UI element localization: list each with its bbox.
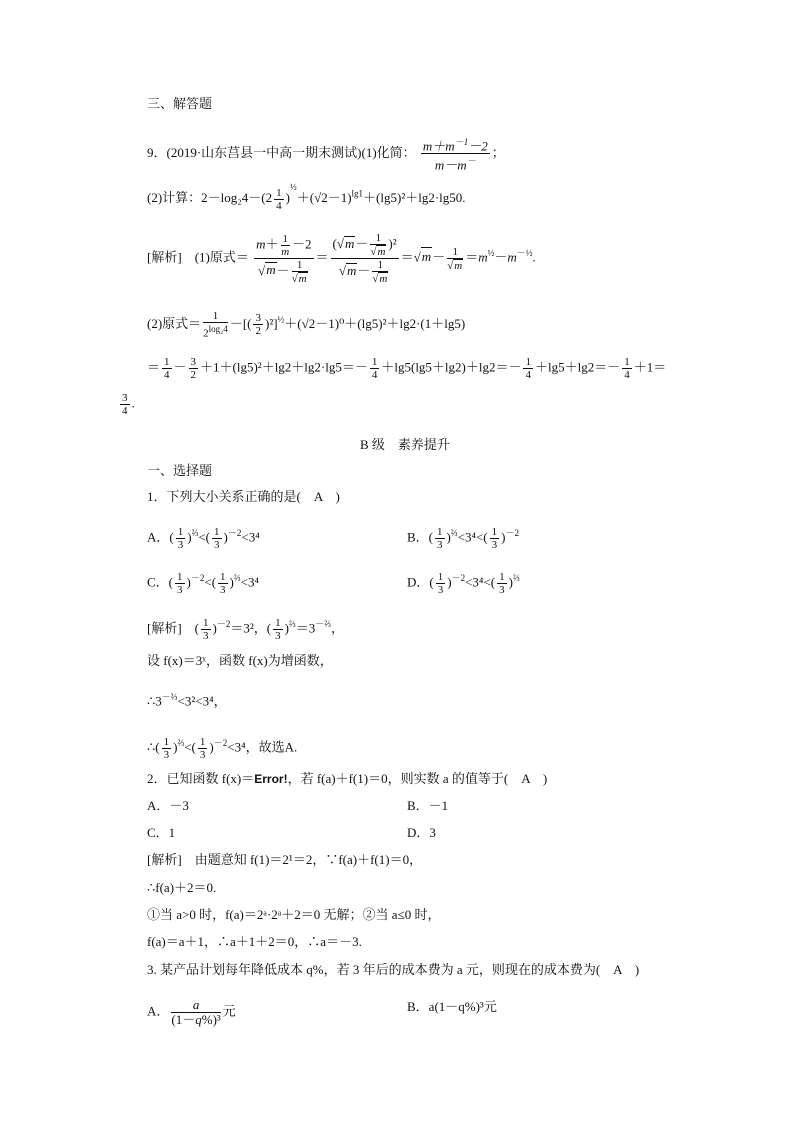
q2-solution-3: ①当 a>0 时，f(a)＝2ᵃ·2ᵃ＋2＝0 无解；②当 a≤0 时， [147,907,441,922]
q2-option-d: D．3 [407,825,436,840]
q9-fraction: $\frac{m+m^{-1}-2}{m-m^-}$ [422,137,488,173]
q1-solution-3: $\therefore 3^{-\frac{2}{3}}<3^2<3^4$， [147,692,227,709]
q2-stem: 2．已知函数 f(x)＝Error!，若 f(a)＋f(1)＝0，则实数 a 的值等于( A ) [147,771,548,786]
q9-solution-1: [解析] (1)原式＝ m＋ $\frac{1}{m}$ －2 √m－ $\frac{1}{√m}$ ＝ (√m－ $\frac{1}{√m}$ )² √m－ $\frac{1}{√m}$ ＝√m－ $\frac{1}{√m}$ $=m^{\frac{1}{2}}-m^{-\frac{1}{2}}$. [147,232,536,285]
q1-solution-2: 设 f(x)＝3ˣ，函数 f(x)为增函数， [147,653,333,668]
q9-line1: 9．(2019·山东莒县一中高一期末测试)(1)化简： $\frac{m+m^{-1}-2}{m-m^-}$ ； [147,137,505,173]
q3-option-b: B．a(1－q%)³元 [407,999,497,1014]
q9-line2: (2)计算：2－log₂4－(2 $\frac{1}{4}$ )$^{\frac{1}{2}}+(√2-1)^{lg1}+(\lg 5)^2+\lg 2\cdot\lg 50$. [147,182,466,212]
section-heading-choice: 一、选择题 [147,463,213,478]
q2-solution-4: f(a)＝a＋1，∴a＋1＋2＝0，∴a＝－3. [147,934,362,949]
q9-solution-3: ＝ $\frac{1}{4}$ － $\frac{3}{2}$ ＋1＋(lg5)²＋lg2＋lg2·lg5＝－ $\frac{1}{4}$ ＋lg5(lg5＋lg2)＋lg2＝－ $\frac{1}{4}$ ＋lg5＋lg2＝－ $\frac{1}{4}$ ＋1＝ [147,356,667,381]
q1-option-b: B．( $\frac{1}{3}$ )$^{\frac{2}{3}}$<3⁴<( $\frac{1}{3}$ )$^{-2}$ [407,525,519,551]
q1-solution-4: ∴( $\frac{1}{3}$ )$^{\frac{2}{3}}$<( $\frac{1}{3}$ )$^{-2}$<3⁴，故选A. [147,735,298,761]
q1-solution-1: [解析] ( $\frac{1}{3}$ )$^{-2}$＝3²，( $\frac{1}{3}$ )$^{\frac{2}{3}}=3^{-\frac{2}{3}}$， [147,616,344,642]
q2-solution-2: ∴f(a)＋2＝0. [147,880,217,895]
q1-option-a: A．( $\frac{1}{3}$ )$^{\frac{2}{3}}$<( $\frac{1}{3}$ )$^{-2}$<3⁴ [147,525,260,551]
q3-stem: 3. 某产品计划每年降低成本 q%，若 3 年后的成本费为 a 元，则现在的成本费为( A ) [147,962,640,977]
q2-solution-1: [解析] 由题意知 f(1)＝2¹＝2，∵f(a)＋f(1)＝0， [147,852,423,867]
q1-option-c: C．( $\frac{1}{3}$ )$^{-2}$<( $\frac{1}{3}$ )$^{\frac{2}{3}}$<3⁴ [147,570,260,596]
q9-solution-2: (2)原式＝ $\frac{1}{2^{log_24}}$ －[( $\frac{3}{2}$ )²]$^{\frac{1}{2}}$＋(√2－1)⁰＋(lg5)²＋lg2·(1＋lg5) [147,310,466,340]
q2-option-a: A．－3 [147,798,189,813]
q1-option-d: D．( $\frac{1}{3}$ )$^{-2}$<3⁴<( $\frac{1}{3}$ )$^{\frac{2}{3}}$ [407,570,520,596]
q1-stem: 1．下列大小关系正确的是( A ) [147,489,340,504]
q9-final: $\frac{3}{4}$ . [122,392,135,417]
section-b-level: B 级 素养提升 [360,437,450,452]
q2-option-c: C．1 [147,825,176,840]
q2-option-b: B．－1 [407,798,449,813]
q3-option-a: A． $\frac{a}{\text{(1－q\%)³}}$ 元 [147,997,236,1027]
section-heading-answer: 三、解答题 [147,96,213,111]
